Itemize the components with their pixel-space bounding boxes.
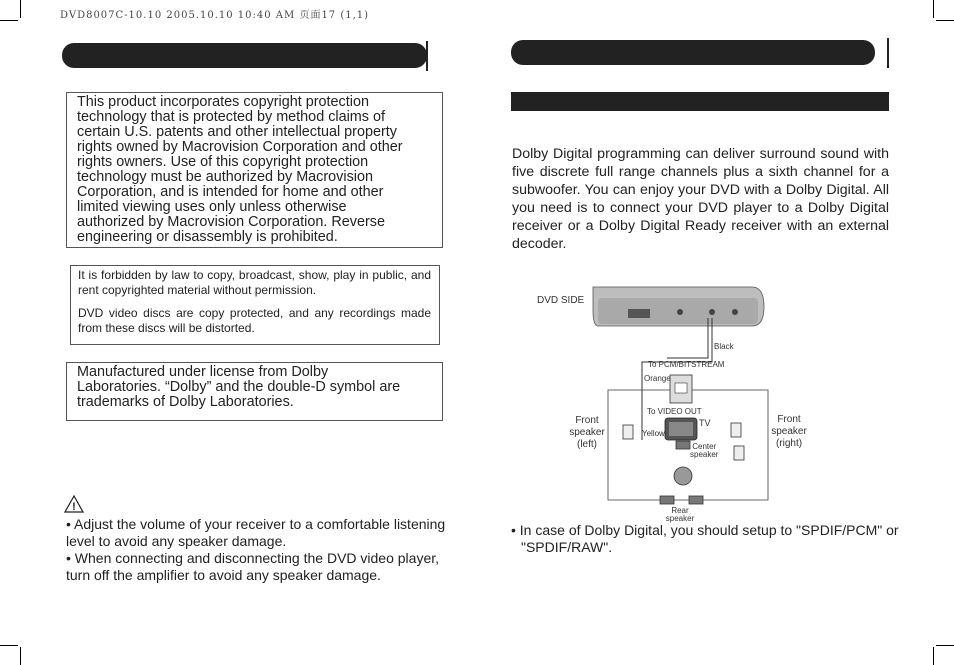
- front-right-line: (right): [775, 438, 803, 449]
- crop-mark: [0, 645, 18, 646]
- copyright-line: rights owners. Use of this copyright protection: [77, 154, 369, 170]
- rear-speaker-line: speaker: [665, 514, 695, 523]
- diagram-graphic: [530, 280, 890, 525]
- video-out-label: To VIDEO OUT: [647, 407, 702, 416]
- copyright-line: authorized by Macrovision Corporation. Reverse: [77, 214, 385, 230]
- section-heading-bar: [511, 92, 889, 111]
- dolby-digital-paragraph: Dolby Digital programming can deliver surround sound with five discrete full range channels plus a sixth channel for a subwoofer. You can enjoy your DVD with a Dolby Digital. All you need is to connect your DVD player to a Dolby Digital receiver or a Dolby Digital Ready receiver with an external decoder.: [512, 146, 889, 252]
- copyright-line: rights owned by Macrovision Corporation and other: [77, 139, 403, 155]
- dvd-jack: [628, 309, 650, 318]
- center-speaker-line: speaker: [690, 450, 719, 459]
- protection-notice: DVD video discs are copy protected, and any recordings made from these discs will be distorted.: [78, 306, 431, 335]
- crop-mark: [933, 0, 934, 18]
- copyright-line: technology must be authorized by Macrovision: [77, 169, 373, 185]
- front-right-line: Front: [777, 414, 801, 425]
- dolby-license-box: [66, 362, 443, 421]
- amplifier-panel: [675, 383, 687, 393]
- crop-mark: [933, 647, 934, 665]
- front-right-line: speaker: [771, 426, 807, 437]
- copy-protection-box: [70, 265, 440, 345]
- subwoofer: [674, 467, 692, 485]
- crop-mark: [936, 645, 954, 646]
- copyright-line: limited viewing uses only unless otherwise: [77, 199, 347, 215]
- crop-mark: [20, 0, 21, 18]
- black-cable-label: Black: [714, 342, 734, 351]
- copyright-line: technology that is protected by method claims of: [77, 109, 385, 125]
- dolby-license-line: trademarks of Dolby Laboratories.: [77, 394, 294, 410]
- front-left-line: (left): [577, 439, 597, 450]
- front-left-line: speaker: [569, 427, 605, 438]
- copyright-line: certain U.S. patents and other intellectual property: [77, 124, 397, 140]
- rear-speaker-line: Rear: [671, 506, 689, 515]
- tv-label: TV: [699, 418, 711, 428]
- dvd-jack: [677, 309, 683, 315]
- center-speaker-label: [690, 443, 718, 459]
- copyright-notice-box: [66, 92, 443, 248]
- front-right-label: [766, 414, 812, 450]
- crop-mark: [0, 20, 18, 21]
- dolby-license-line: Manufactured under license from Dolby: [77, 364, 329, 380]
- front-left-speaker: [623, 425, 633, 439]
- spdif-note: • In case of Dolby Digital, you should setup to "SPDIF/PCM" or "SPDIF/RAW".: [511, 522, 899, 555]
- front-left-line: Front: [575, 415, 599, 426]
- left-title-bar: [62, 43, 427, 68]
- dvd-side-label: DVD SIDE: [537, 295, 585, 306]
- front-right-speaker: [731, 423, 741, 437]
- dvd-jack: [709, 309, 715, 315]
- connection-diagram: [530, 280, 890, 525]
- center-speaker: [676, 441, 690, 449]
- front-left-label: [566, 415, 608, 451]
- caution-item: • Adjust the volume of your receiver to a comfortable listening level to avoid any speaker damage.: [66, 516, 446, 549]
- crop-mark: [936, 20, 954, 21]
- caution-item: • When connecting and disconnecting the DVD video player, turn off the amplifier to avoid any speaker damage.: [66, 550, 440, 583]
- copyright-line: Corporation, and is intended for home and other: [77, 184, 384, 200]
- front-right-speaker-2: [734, 446, 744, 460]
- print-header: DVD8007C-10.10 2005.10.10 10:40 AM 页面17 (1,1): [60, 10, 370, 21]
- copyright-line: This product incorporates copyright protection: [77, 94, 369, 110]
- center-speaker-line: Center: [692, 442, 717, 451]
- rear-speaker: [660, 496, 674, 504]
- warning-icon: [64, 495, 84, 513]
- tv-screen: [669, 422, 693, 436]
- rear-speaker: [689, 496, 703, 504]
- crop-mark: [20, 647, 21, 665]
- copyright-line: engineering or disassembly is prohibited.: [77, 229, 338, 245]
- rear-speaker-label: [662, 507, 698, 523]
- forbidden-notice: It is forbidden by law to copy, broadcast, show, play in public, and rent copyrighted material without permission.: [78, 268, 431, 297]
- right-title-bar: [511, 40, 875, 65]
- warning-symbol: !: [72, 501, 76, 513]
- dvd-jack: [732, 309, 738, 315]
- caution-list: [66, 516, 446, 584]
- cable: [642, 318, 712, 378]
- dolby-license-line: Laboratories. “Dolby” and the double-D symbol are: [77, 379, 401, 395]
- pcm-bitstream-label: To PCM/BITSTREAM: [648, 360, 725, 369]
- orange-cable-label: Orange: [644, 374, 671, 383]
- yellow-cable-label: Yellow: [642, 429, 665, 438]
